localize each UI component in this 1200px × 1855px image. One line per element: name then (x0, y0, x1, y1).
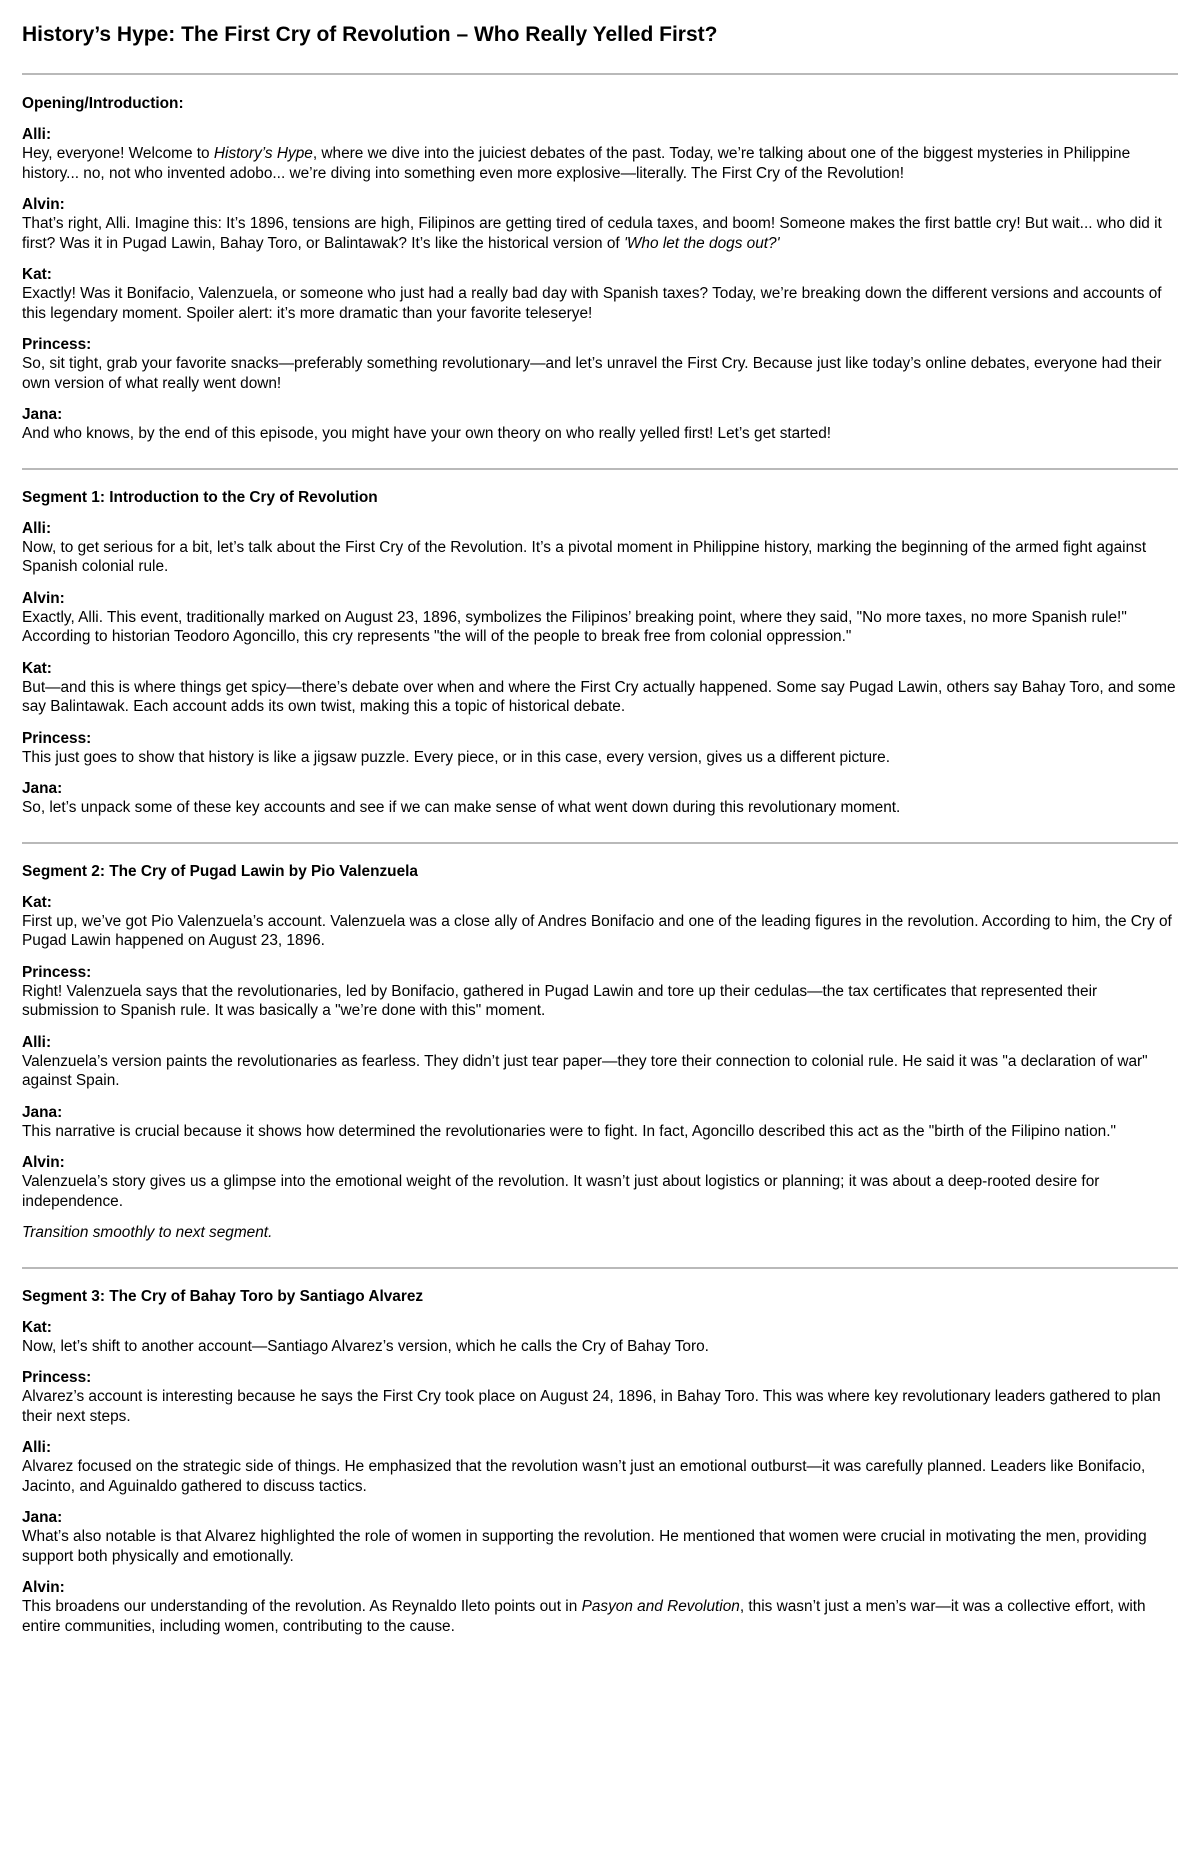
dialogue-entry (22, 265, 1178, 323)
dialogue-line (22, 354, 1178, 393)
dialogue-line (22, 1052, 1178, 1091)
dialogue-entry (22, 1033, 1178, 1091)
speaker-name: Princess: (22, 336, 92, 353)
speaker-name: Princess: (22, 729, 92, 747)
speaker-name: Jana: (22, 1509, 63, 1526)
dialogue-entry (22, 1153, 1178, 1211)
dialogue-entry (22, 1578, 1178, 1636)
dialogue-text: That’s right, Alli. Imagine this: It’s 1896, tensions are high, Filipinos are getting tired of cedula taxes, and boom! Someone makes the first battle cry! But wait... who did it first? Was it in Pugad Lawin, Bahay Toro, or Balintawak? It’s like the historical version of (22, 215, 1162, 252)
dialogue-text: Alvarez’s account is interesting because he says the First Cry took place on August 24, 1896, in Bahay Toro. This was where key revolutionary leaders gathered to plan their next steps. (22, 1388, 1161, 1425)
dialogue-text: What’s also notable is that Alvarez highlighted the role of women in supporting the revolution. He mentioned that women were crucial in motivating the men, providing support both physically and emotionally. (22, 1528, 1147, 1565)
document-body (22, 48, 1178, 1660)
dialogue-entry (22, 335, 1178, 393)
dialogue-line (22, 144, 1178, 183)
italic-title: 'Who let the dogs out?' (623, 234, 780, 252)
section-heading: Segment 2: The Cry of Pugad Lawin by Pio Valenzuela (22, 862, 418, 880)
dialogue-line (22, 1337, 1178, 1357)
section-heading: Opening/Introduction: (22, 95, 184, 112)
speaker-name: Princess: (22, 1369, 92, 1386)
speaker-name: Alli: (22, 519, 52, 537)
dialogue-entry (22, 405, 1178, 444)
speaker-name: Alvin: (22, 1579, 65, 1596)
dialogue-text: Now, to get serious for a bit, let’s talk about the First Cry of the Revolution. It’s a pivotal moment in Philippine history, marking the beginning of the armed fight against Spanish colonial rule. (22, 538, 1147, 575)
dialogue-line (22, 1457, 1178, 1496)
dialogue-line (22, 678, 1178, 717)
speaker-name: Alvin: (22, 196, 65, 213)
dialogue-line (22, 608, 1178, 647)
dialogue-line (22, 538, 1178, 577)
dialogue-entry (22, 963, 1178, 1021)
dialogue-line (22, 798, 1178, 818)
dialogue-line (22, 424, 1178, 444)
speaker-name: Alvin: (22, 1154, 65, 1171)
dialogue-text: First up, we’ve got Pio Valenzuela’s account. Valenzuela was a close ally of Andres Bonifacio and one of the leading figures in the revolution. According to him, the Cry of Pugad Lawin happened on August 23, 1896. (22, 912, 1172, 949)
dialogue-entry (22, 893, 1178, 951)
section-heading: Segment 3: The Cry of Bahay Toro by Santiago Alvarez (22, 1287, 424, 1305)
speaker-name: Jana: (22, 406, 63, 423)
dialogue-text: Now, let’s shift to another account—Santiago Alvarez’s version, which he calls the Cry of Bahay Toro. (22, 1337, 709, 1355)
italic-title: Pasyon and Revolution (581, 1598, 740, 1615)
dialogue-line (22, 1387, 1178, 1426)
dialogue-entry (22, 1438, 1178, 1496)
dialogue-line (22, 1122, 1178, 1142)
speaker-name: Jana: (22, 1103, 63, 1121)
speaker-name: Alvin: (22, 589, 65, 607)
speaker-name: Princess: (22, 963, 92, 981)
dialogue-entry (22, 589, 1178, 647)
dialogue-text: Exactly, Alli. This event, traditionally marked on August 23, 1896, symbolizes the Filipinos’ breaking point, where they said, "No more taxes, no more Spanish rule!" According to historian Teodoro Agoncillo, this cry represents "the will of the people to break free from colonial oppression." (22, 608, 1127, 645)
speaker-name: Kat: (22, 659, 52, 677)
stage-direction: Transition smoothly to next segment. (22, 1224, 273, 1241)
dialogue-text: Hey, everyone! Welcome to (22, 145, 214, 162)
dialogue-text: , this wasn’t just a men’s war—it was a collective effort, with entire communities, including women, contributing to the cause. (22, 1598, 1146, 1635)
dialogue-text: This narrative is crucial because it shows how determined the revolutionaries were to fight. In fact, Agoncillo described this act as the "birth of the Filipino nation." (22, 1122, 1116, 1140)
dialogue-entry (22, 1368, 1178, 1426)
dialogue-entry (22, 779, 1178, 818)
dialogue-text: So, sit tight, grab your favorite snacks—preferably something revolutionary—and let’s unravel the First Cry. Because just like today’s online debates, everyone had their own version of what really went down! (22, 355, 1162, 392)
dialogue-text: Valenzuela’s story gives us a glimpse into the emotional weight of the revolution. It wasn’t just about logistics or planning; it was about a deep-rooted desire for independence. (22, 1173, 1100, 1210)
dialogue-entry (22, 125, 1178, 183)
speaker-name: Alli: (22, 1439, 52, 1456)
dialogue-line (22, 1172, 1178, 1211)
speaker-name: Kat: (22, 266, 52, 283)
dialogue-line (22, 982, 1178, 1021)
page-title: History’s Hype: The First Cry of Revolution – Who Really Yelled First? (22, 23, 718, 46)
dialogue-line (22, 748, 1178, 768)
section-heading: Segment 1: Introduction to the Cry of Revolution (22, 488, 378, 506)
dialogue-text: Right! Valenzuela says that the revolutionaries, led by Bonifacio, gathered in Pugad Lawin and tore up their cedulas—the tax certificates that represented their submission to Spanish rule. It was basically a "we’re done with this" moment. (22, 982, 1098, 1019)
dialogue-entry (22, 1318, 1178, 1357)
speaker-name: Kat: (22, 893, 52, 911)
dialogue-text: , where we dive into the juiciest debates of the past. Today, we’re talking about one of the biggest mysteries in Philippine history... no, not who invented adobo... we’re diving into something even more explosive—literally. The First Cry of the Revolution! (22, 145, 1131, 182)
dialogue-text: This just goes to show that history is like a jigsaw puzzle. Every piece, or in this case, every version, gives us a different picture. (22, 748, 890, 766)
italic-title: History’s Hype (213, 145, 313, 162)
speaker-name: Alli: (22, 1033, 52, 1051)
dialogue-line (22, 1597, 1178, 1636)
speaker-name: Alli: (22, 126, 52, 143)
dialogue-text: And who knows, by the end of this episode, you might have your own theory on who really yelled first! Let’s get started! (22, 425, 832, 442)
dialogue-entry (22, 519, 1178, 577)
dialogue-text: Valenzuela’s version paints the revolutionaries as fearless. They didn’t just tear paper—they tore their connection to colonial rule. He said it was "a declaration of war" against Spain. (22, 1052, 1148, 1089)
dialogue-entry (22, 659, 1178, 717)
dialogue-entry (22, 1508, 1178, 1566)
dialogue-text: This broadens our understanding of the revolution. As Reynaldo Ileto points out in (22, 1598, 582, 1615)
dialogue-line (22, 284, 1178, 323)
dialogue-entry (22, 1103, 1178, 1142)
dialogue-line (22, 214, 1178, 253)
speaker-name: Jana: (22, 780, 63, 797)
dialogue-text: But—and this is where things get spicy—there’s debate over when and where the First Cry actually happened. Some say Pugad Lawin, others say Bahay Toro, and some say Balintawak. Each account adds its own twist, making this a topic of historical debate. (22, 678, 1176, 715)
dialogue-text: Alvarez focused on the strategic side of things. He emphasized that the revolution wasn’t just an emotional outburst—it was carefully planned. Leaders like Bonifacio, Jacinto, and Aguinaldo gathered to discuss tactics. (22, 1458, 1146, 1495)
dialogue-entry (22, 729, 1178, 768)
dialogue-line (22, 912, 1178, 951)
dialogue-text: Exactly! Was it Bonifacio, Valenzuela, or someone who just had a really bad day with Spanish taxes? Today, we’re breaking down the different versions and accounts of this legendary moment. Spoiler alert: it’s more dramatic than your favorite teleserye! (22, 285, 1162, 322)
dialogue-text: So, let’s unpack some of these key accounts and see if we can make sense of what went down during this revolutionary moment. (22, 799, 901, 816)
speaker-name: Kat: (22, 1318, 52, 1336)
dialogue-line (22, 1527, 1178, 1566)
dialogue-entry (22, 195, 1178, 253)
